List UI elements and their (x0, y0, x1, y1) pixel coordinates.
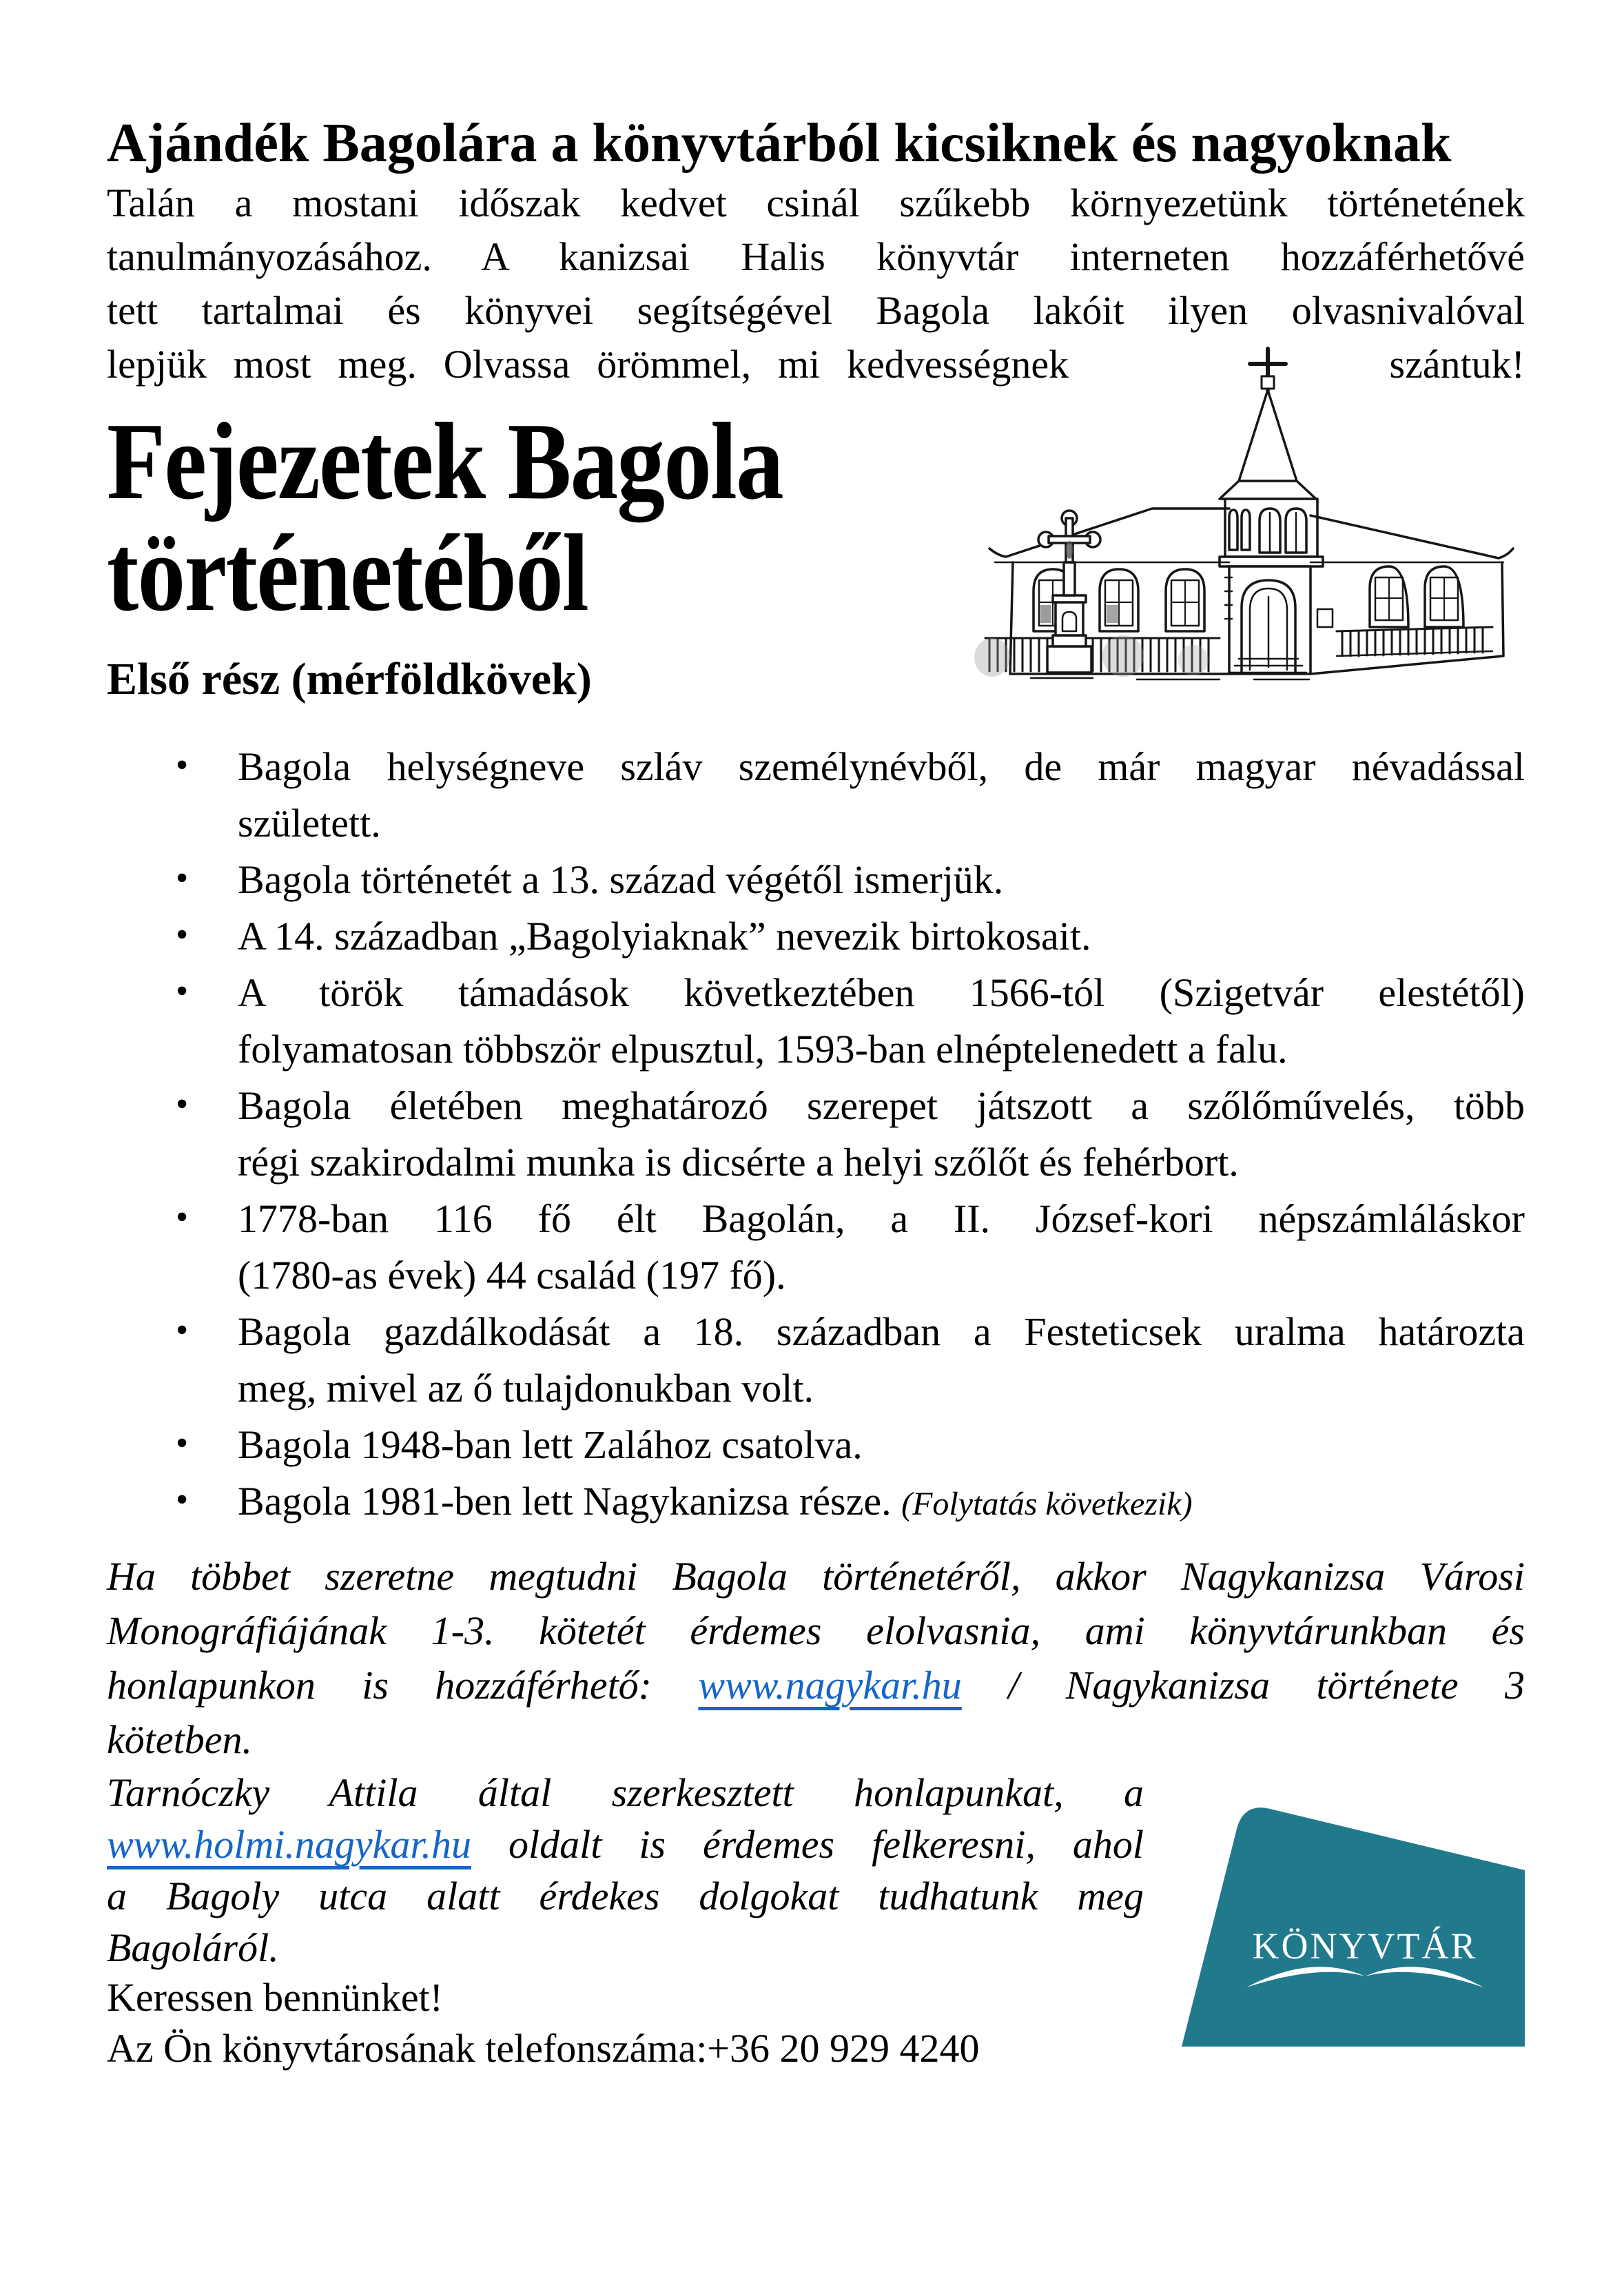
list-item-line: Bagola 1948-ban lett Zalához csatolva. (238, 1422, 863, 1467)
paragraph-text: oldalt is érdemes felkeresni, ahol (471, 1822, 1144, 1867)
list-item (107, 908, 1525, 965)
list-item-line: A 14. században „Bagolyiaknak” nevezik birtokosait. (238, 914, 1091, 959)
holmi-nagykar-link[interactable]: www.holmi.nagykar.hu (107, 1822, 471, 1867)
paragraph-line: Ha többet szeretne megtudni Bagola történetéről, akkor Nagykanizsa Városi (107, 1554, 1525, 1599)
church-illustration-icon (965, 335, 1526, 684)
contact-phone-line: Az Ön könyvtárosának telefonszáma:+36 20 929 4240 (107, 2026, 980, 2071)
list-item-line: született. (238, 801, 381, 846)
list-item-line: Bagola történetét a 13. század végétől ismerjük. (238, 857, 1004, 902)
list-item-line: Bagola gazdálkodását a 18. században a Festeticsek uralma határozta (238, 1309, 1525, 1354)
intro-paragraph-line: tett tartalmai és könyvei segítségével Bagola lakóit ilyen olvasnivalóval (107, 288, 1525, 333)
bullet-list (107, 739, 1525, 1533)
intro-heading: Ajándék Bagolára a könyvtárból kicsiknek és nagyoknak (107, 113, 1452, 174)
list-item (107, 1078, 1525, 1191)
contact-call-to-action: Keressen bennünket! (107, 1975, 443, 2020)
bullet-marker-icon: • (176, 1480, 189, 1519)
logo-label: KÖNYVTÁR (1252, 1925, 1478, 1967)
list-item-line: (1780-as évek) 44 család (197 fő). (238, 1253, 786, 1298)
bullet-marker-icon: • (176, 859, 189, 898)
nagykar-link[interactable]: www.nagykar.hu (698, 1663, 962, 1708)
paragraph-line: Monográfiájának 1-3. kötetét érdemes elolvasnia, ami könyvtárunkban és (107, 1608, 1525, 1653)
page-title-line2: történetéből (107, 511, 588, 634)
list-item-line: Bagola életében meghatározó szerepet játszott a szőlőművelés, több (238, 1083, 1525, 1128)
list-item-line: meg, mivel az ő tulajdonukban volt. (238, 1366, 814, 1411)
list-item-line: 1778-ban 116 fő élt Bagolán, a II. József-kori népszámláláskor (238, 1196, 1525, 1241)
list-item-line: A török támadások következtében 1566-tól (Szigetvár elestétől) (238, 970, 1525, 1015)
list-item (107, 739, 1525, 852)
bullet-marker-icon: • (176, 1198, 189, 1237)
list-item (107, 1417, 1525, 1473)
bullet-marker-icon: • (176, 1085, 189, 1124)
bullet-marker-icon: • (176, 915, 189, 954)
library-logo (1180, 1799, 1526, 2048)
list-item (107, 852, 1525, 908)
list-item-line: régi szakirodalmi munka is dicsérte a helyi szőlőt és fehérbort. (238, 1140, 1239, 1185)
bullet-marker-icon: • (176, 1311, 189, 1350)
bullet-marker-icon: • (176, 746, 189, 785)
paragraph-line (107, 1658, 1525, 1712)
paragraph-line: a Bagoly utca alatt érdekes dolgokat tudhatunk meg (107, 1874, 1144, 1918)
list-item-text: Bagola 1981-ben lett Nagykanizsa része. (238, 1479, 892, 1524)
paragraph-line: kötetben. (107, 1717, 252, 1762)
bullet-marker-icon: • (176, 972, 189, 1011)
page-title-line1: Fejezetek Bagola (107, 400, 783, 522)
paragraph-text: / Nagykanizsa története 3 (961, 1663, 1525, 1708)
outro-paragraph-holmi (107, 1767, 1144, 1974)
list-item-italic-suffix: (Folytatás következik) (901, 1486, 1193, 1522)
list-item-line: Bagola helységneve szláv személynévből, de már magyar névadással (238, 744, 1525, 789)
paragraph-line (107, 1818, 1144, 1870)
intro-paragraph-line: tanulmányozásához. A kanizsai Halis könyvtár interneten hozzáférhetővé (107, 234, 1525, 279)
intro-last-line-right: szántuk! (1389, 342, 1525, 387)
section-subheading: Első rész (mérföldkövek) (107, 654, 592, 704)
contact-section (107, 1972, 980, 2074)
list-item (107, 1304, 1525, 1417)
paragraph-line: Bagoláról. (107, 1925, 279, 1970)
list-item (107, 1473, 1525, 1533)
list-item (107, 1191, 1525, 1304)
list-item-line: folyamatosan többször elpusztul, 1593-ban elnéptelenedett a falu. (238, 1027, 1288, 1072)
intro-paragraph-line: Talán a mostani időszak kedvet csinál szűkebb környezetünk történetének (107, 181, 1525, 225)
list-item (107, 965, 1525, 1078)
intro-last-line-left: lepjük most meg. Olvassa örömmel, mi kedvességnek (107, 342, 1069, 387)
list-item-line (238, 1473, 1525, 1533)
page-title (107, 400, 946, 634)
paragraph-text: honlapunkon is hozzáférhető: (107, 1663, 699, 1708)
outro-paragraph-monografia (107, 1549, 1525, 1767)
bullet-marker-icon: • (176, 1424, 189, 1463)
paragraph-line: Tarnóczky Attila által szerkesztett honlapunkat, a (107, 1770, 1144, 1815)
